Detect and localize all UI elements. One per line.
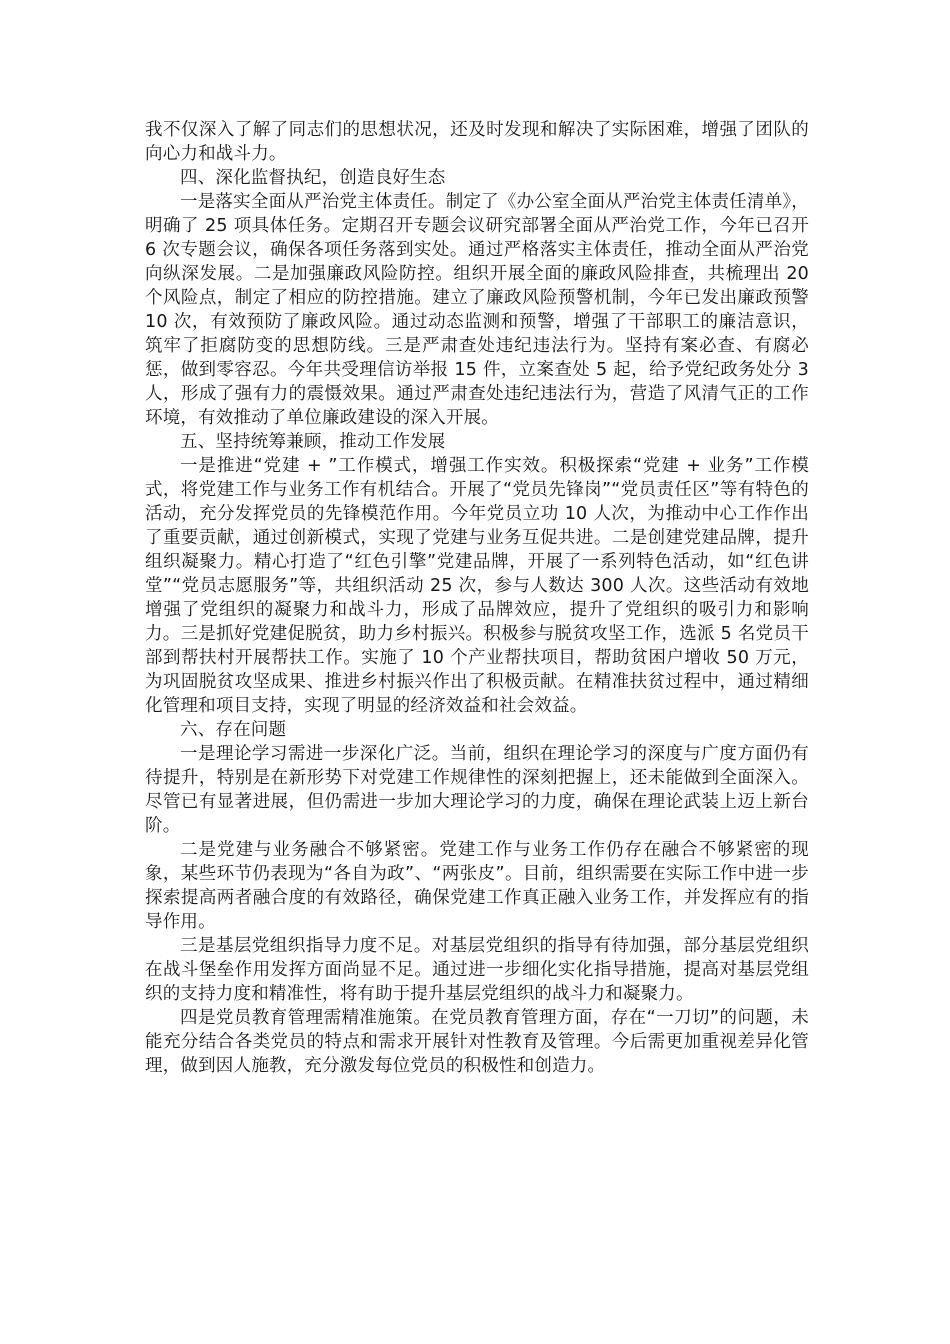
- paragraph-problem-1: 一是理论学习需进一步深化广泛。当前，组织在理论学习的深度与广度方面仍有待提升，特别是在新形势下对党建工作规律性的深刻把握上，还未能做到全面深入。尽管已有显著进展，但仍需进一步加大理论学习的力度，确保在理论武装上迈上新台阶。: [145, 744, 809, 836]
- paragraph-problem-2: 二是党建与业务融合不够紧密。党建工作与业务工作仍存在融合不够紧密的现象，某些环节仍表现为“各自为政”、“两张皮”。目前，组织需要在实际工作中进一步探索提高两者融合度的有效路径，确保党建工作真正融入业务工作，并发挥应有的指导作用。: [145, 840, 809, 932]
- paragraph-continuation: 我不仅深入了解了同志们的思想状况，还及时发现和解决了实际困难，增强了团队的向心力和战斗力。: [145, 120, 809, 164]
- paragraph-coordination: 一是推进“党建 + ”工作模式，增强工作实效。积极探索“党建 + 业务”工作模式，将党建工作与业务工作有机结合。开展了“党员先锋岗”“党员责任区”等有特色的活动，充分发挥党员的先锋模范作用。今年党员立功 10 人次，为推动中心工作作出了重要贡献，通过创新模式，实现了党建与业务互促共进。二是创建党建品牌，提升组织凝聚力。精心打造了“红色引擎”党建品牌，开展了一系列特色活动，如“红色讲堂”“党员志愿服务”等，共组织活动 25 次，参与人数达 300 人次。这些活动有效地增强了党组织的凝聚力和战斗力，形成了品牌效应，提升了党组织的吸引力和影响力。三是抓好党建促脱贫，助力乡村振兴。积极参与脱贫攻坚工作，选派 5 名党员干部到帮扶村开展帮扶工作。实施了 10 个产业帮扶项目，帮助贫困户增收 50 万元，为巩固脱贫攻坚成果、推进乡村振兴作出了积极贡献。在精准扶贫过程中，通过精细化管理和项目支持，实现了明显的经济效益和社会效益。: [145, 456, 809, 716]
- paragraph-supervision: 一是落实全面从严治党主体责任。制定了《办公室全面从严治党主体责任清单》，明确了 25 项具体任务。定期召开专题会议研究部署全面从严治党工作，今年已召开 6 次专题会议，确保各项任务落到实处。通过严格落实主体责任，推动全面从严治党向纵深发展。二是加强廉政风险防控。组织开展全面的廉政风险排查，共梳理出 20 个风险点，制定了相应的防控措施。建立了廉政风险预警机制，今年已发出廉政预警 10 次，有效预防了廉政风险。通过动态监测和预警，增强了干部职工的廉洁意识，筑牢了拒腐防变的思想防线。三是严肃查处违纪违法行为。坚持有案必查、有腐必惩，做到零容忍。今年共受理信访举报 15 件，立案查处 5 起，给予党纪政务处分 3 人，形成了强有力的震慑效果。通过严肃查处违纪违法行为，营造了风清气正的工作环境，有效推动了单位廉政建设的深入开展。: [145, 192, 809, 428]
- section-heading-6: 六、存在问题: [180, 720, 287, 740]
- section-heading-5: 五、坚持统筹兼顾，推动工作发展: [180, 432, 446, 452]
- paragraph-problem-4: 四是党员教育管理需精准施策。在党员教育管理方面，存在“一刀切”的问题，未能充分结合各类党员的特点和需求开展针对性教育及管理。今后需更加重视差异化管理，做到因人施教，充分激发每位党员的积极性和创造力。: [145, 1008, 809, 1076]
- paragraph-problem-3: 三是基层党组织指导力度不足。对基层党组织的指导有待加强，部分基层党组织在战斗堡垒作用发挥方面尚显不足。通过进一步细化实化指导措施，提高对基层党组织的支持力度和精准性，将有助于提升基层党组织的战斗力和凝聚力。: [145, 936, 809, 1004]
- document-page: [145, 118, 809, 1078]
- section-heading-4: 四、深化监督执纪，创造良好生态: [180, 168, 446, 188]
